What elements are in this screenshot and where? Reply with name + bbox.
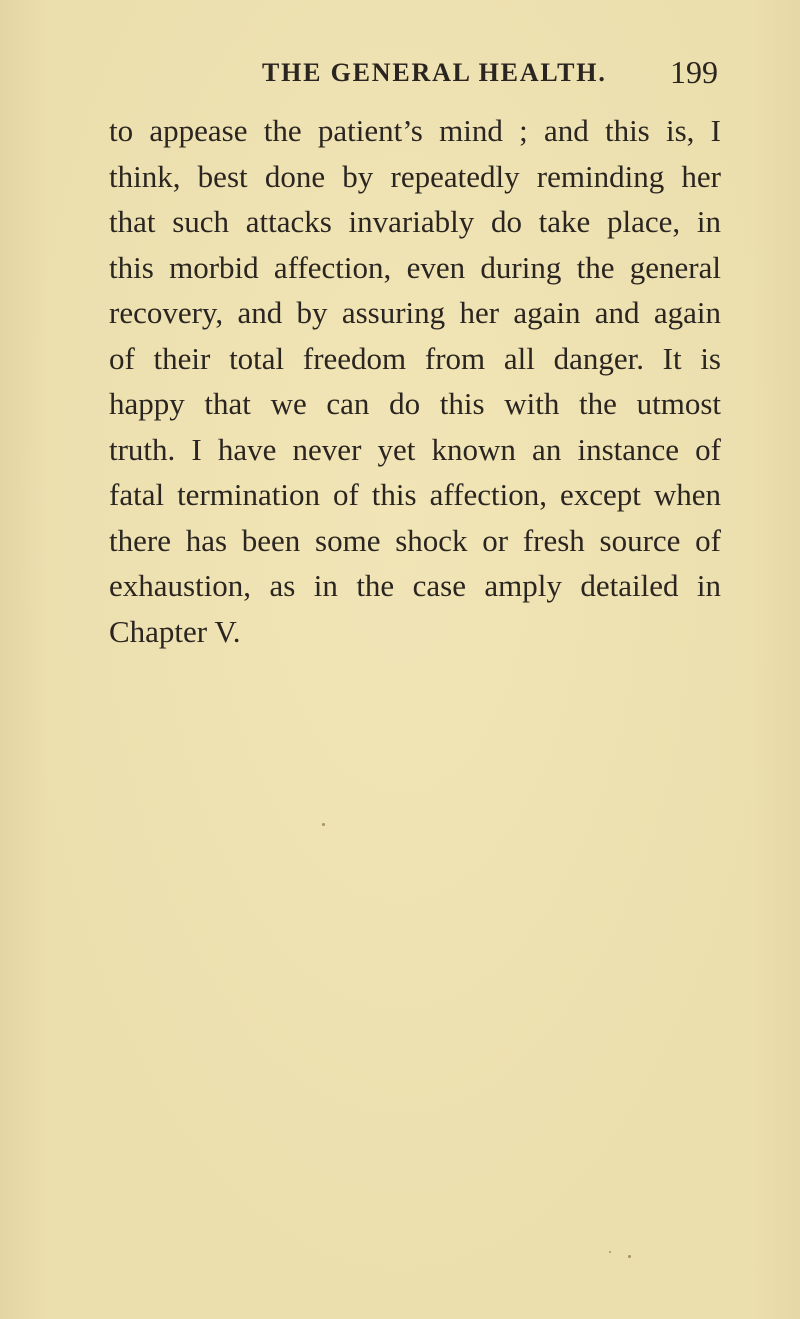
text-line: Chapter V. <box>109 613 241 649</box>
text-line: of their total freedom from all danger. It is <box>109 340 721 376</box>
running-head-title: THE GENERAL HEALTH. <box>262 58 607 87</box>
running-head <box>0 54 800 98</box>
paper-speck <box>322 823 325 826</box>
text-line: fatal termination of this affection, except when <box>109 477 721 512</box>
body-paragraph <box>109 108 721 654</box>
text-line: truth. I have never yet known an instance of <box>109 431 721 467</box>
text-line: recovery, and by assuring her again and again <box>109 295 721 330</box>
paper-speck <box>609 1251 611 1253</box>
text-line: happy that we can do this with the utmost <box>109 386 721 421</box>
text-line: to appease the patient’s mind ; and this is, I <box>109 113 721 148</box>
text-line: this morbid affection, even during the general <box>109 249 721 285</box>
page-number: 199 <box>670 54 718 90</box>
text-line: think, best done by repeatedly reminding her <box>109 158 721 194</box>
text-line: that such attacks invariably do take place, in <box>109 204 721 239</box>
text-line: there has been some shock or fresh source of <box>109 522 721 558</box>
text-line: exhaustion, as in the case amply detailed in <box>109 568 721 603</box>
paper-speck <box>628 1255 631 1258</box>
